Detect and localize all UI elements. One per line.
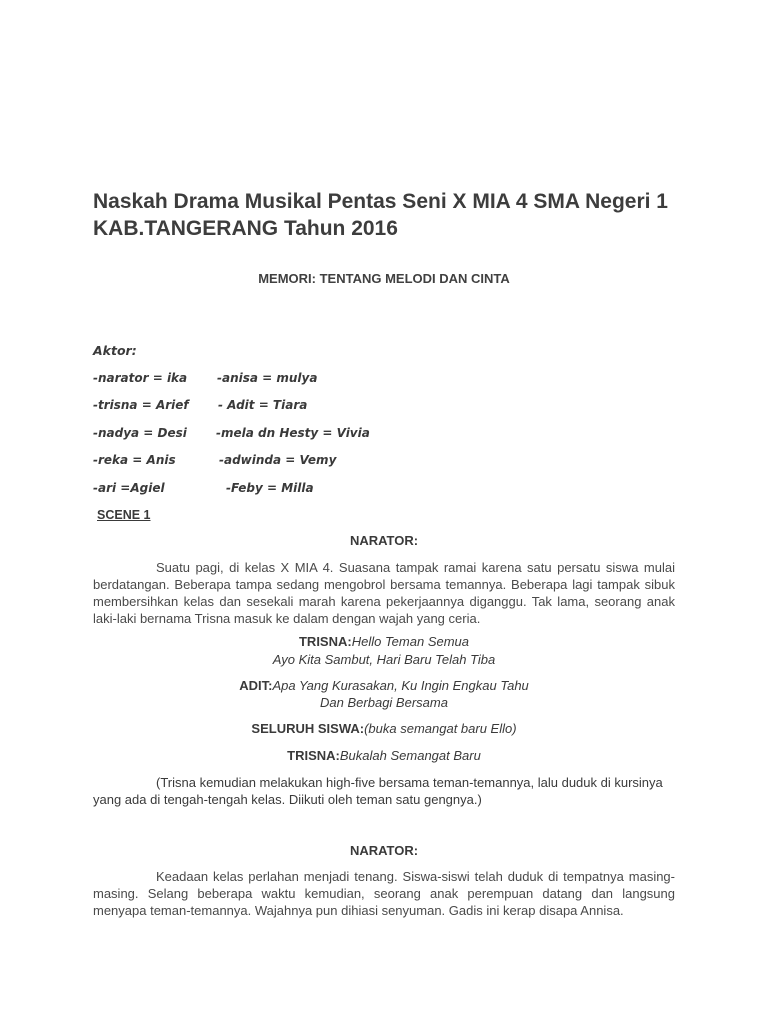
cast-role-right: - Adit = Tiara xyxy=(218,398,308,412)
narration-paragraph: Suatu pagi, di kelas X MIA 4. Suasana tampak ramai karena satu persatu siswa mulai berdatangan. Beberapa tampa sedang mengobrol bersama temannya. Beberapa lagi tampak sibuk membersihkan kelas dan sesekali marah karena pekerjaannya diganggu. Tak lama, seorang anak laki-laki bernama Trisna masuk ke dalam dengan wajah yang ceria. xyxy=(93,560,675,626)
stage-direction: (Trisna kemudian melakukan high-five bersama teman-temannya, lalu duduk di kursinya yang ada di tengah-tengah kelas. Diikuti oleh teman satu gengnya.) xyxy=(93,775,663,807)
speaker-seluruh-siswa: SELURUH SISWA: xyxy=(251,721,365,736)
cast-row xyxy=(93,398,308,412)
cast-row xyxy=(93,371,318,385)
narator-label: NARATOR: xyxy=(349,533,419,548)
cast-row xyxy=(93,426,370,440)
cast-role-left: -narator = ika xyxy=(93,371,188,385)
cast-row xyxy=(93,453,337,467)
cast-heading: Aktor: xyxy=(93,343,137,358)
document-title: Naskah Drama Musikal Pentas Seni X MIA 4 SMA Negeri 1 KAB.TANGERANG Tahun 2016 xyxy=(93,190,668,240)
narator-heading-2 xyxy=(0,843,768,858)
speaker-trisna: TRISNA: xyxy=(287,748,340,763)
dialog-adit xyxy=(0,678,768,693)
dialog-line: Dan Berbagi Bersama xyxy=(320,695,448,710)
speaker-adit: ADIT: xyxy=(239,678,273,693)
dialog-line: (buka semangat baru Ello) xyxy=(364,721,517,736)
cast-role-right: -mela dn Hesty = Vivia xyxy=(216,426,370,440)
dialog-trisna-2 xyxy=(0,748,768,763)
cast-role-right: -adwinda = Vemy xyxy=(219,453,337,467)
cast-role-left: -trisna = Arief xyxy=(93,398,189,412)
speaker-trisna: TRISNA: xyxy=(298,634,352,649)
cast-role-left: -reka = Anis xyxy=(93,453,176,467)
narration-paragraph-2: Keadaan kelas perlahan menjadi tenang. Siswa-siswi telah duduk di tempatnya masing-masing. Selang beberapa waktu kemudian, seorang anak perempuan datang dan langsung menyapa teman-temannya. Wajahnya pun dihiasi senyuman. Gadis ini kerap disapa Annisa. xyxy=(93,869,675,918)
dialog-trisna xyxy=(0,634,768,649)
narator-heading xyxy=(0,533,768,548)
dialog-trisna-cont xyxy=(0,652,768,667)
dialog-line: Apa Yang Kurasakan, Ku Ingin Engkau Tahu xyxy=(272,678,529,693)
drama-subtitle: MEMORI: TENTANG MELODI DAN CINTA xyxy=(258,271,510,286)
narator-label: NARATOR: xyxy=(349,843,419,858)
dialog-line: Bukalah Semangat Baru xyxy=(339,748,481,763)
scene-heading: SCENE 1 xyxy=(97,508,151,522)
cast-role-left: -ari =Agiel xyxy=(93,481,165,495)
dialog-line: Hello Teman Semua xyxy=(351,634,470,649)
cast-role-right: -Feby = Milla xyxy=(226,481,314,495)
dialog-adit-cont xyxy=(0,695,768,710)
cast-role-left: -nadya = Desi xyxy=(93,426,187,440)
dialog-line: Ayo Kita Sambut, Hari Baru Telah Tiba xyxy=(272,652,496,667)
cast-role-right: -anisa = mulya xyxy=(217,371,318,385)
dialog-seluruh-siswa xyxy=(0,721,768,736)
cast-row xyxy=(93,481,314,495)
